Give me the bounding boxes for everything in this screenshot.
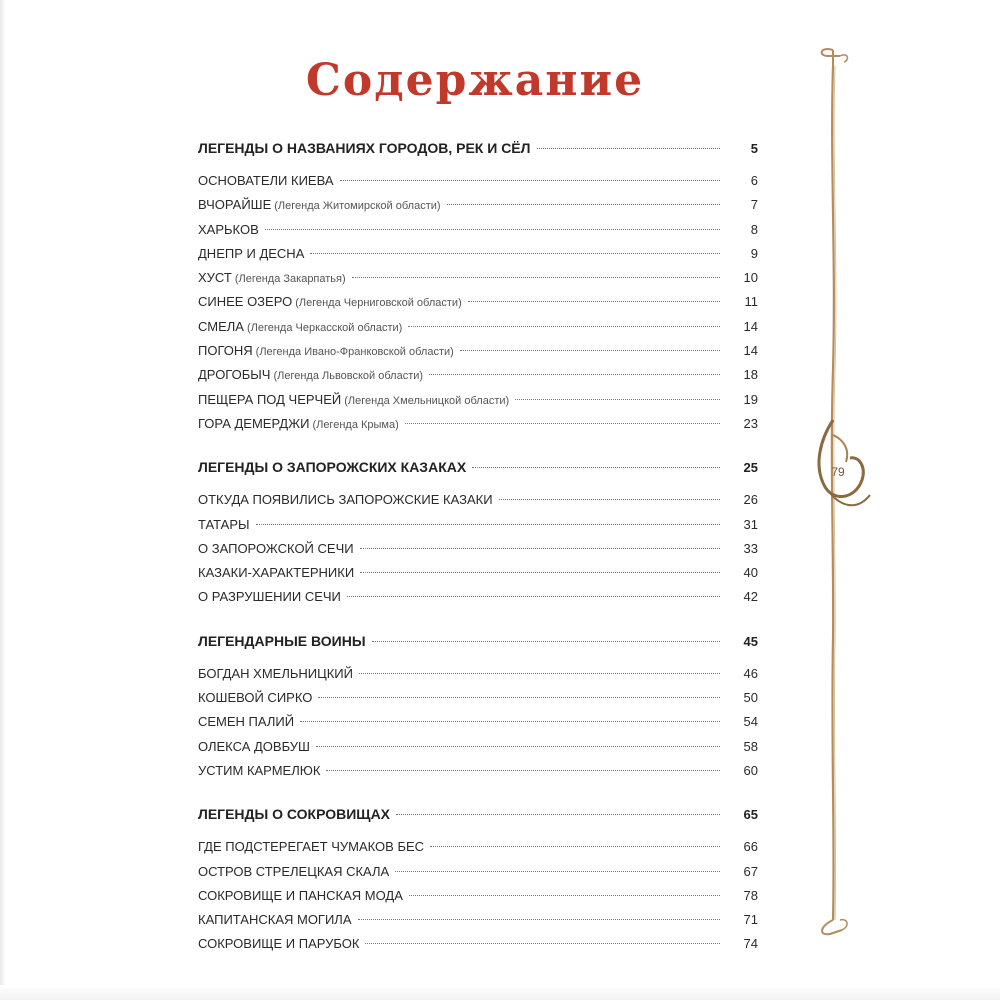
dot-leader	[515, 399, 720, 400]
entry-note: (Легенда Ивано-Франковской области)	[255, 346, 454, 359]
toc-section	[198, 801, 758, 956]
entry-title-text: УСТИМ КАРМЕЛЮК	[198, 762, 321, 778]
dot-leader	[396, 814, 720, 815]
toc-entry[interactable]	[198, 339, 758, 363]
toc-entry[interactable]	[198, 932, 758, 956]
entry-note: (Легенда Житомирской области)	[274, 200, 441, 213]
entry-page-number: 31	[743, 516, 758, 532]
entry-title-text: ГОРА ДЕМЕРДЖИ	[198, 415, 310, 431]
entry-page-number: 14	[743, 343, 758, 359]
toc-entry[interactable]	[198, 488, 758, 512]
toc-section	[198, 135, 758, 436]
entry-title-text: КАПИТАНСКАЯ МОГИЛА	[198, 912, 352, 928]
toc-entry[interactable]	[198, 860, 758, 884]
section-page-number: 5	[750, 141, 758, 156]
entry-note: (Легенда Крыма)	[312, 418, 399, 431]
entry-title	[198, 315, 402, 340]
entry-title	[198, 513, 250, 537]
entry-page-number: 78	[743, 887, 758, 903]
entry-title	[198, 585, 341, 609]
entry-title-text: ОСНОВАТЕЛИ КИЕВА	[198, 173, 334, 188]
entry-page-number: 11	[744, 294, 758, 310]
entry-page-number: 18	[743, 367, 758, 383]
entry-title	[198, 561, 354, 585]
page-fold-shadow	[0, 0, 6, 1000]
toc-entry[interactable]	[198, 908, 758, 932]
toc-section-heading[interactable]	[198, 135, 758, 165]
toc-entry[interactable]	[198, 835, 758, 859]
toc-entry[interactable]	[198, 193, 758, 217]
entry-title	[198, 735, 310, 759]
entry-title	[198, 488, 493, 512]
entry-page-number: 33	[743, 540, 758, 556]
section-page-number: 25	[743, 460, 758, 476]
entry-title-text: ОТКУДА ПОЯВИЛИСЬ ЗАПОРОЖСКИЕ КАЗАКИ	[198, 492, 493, 508]
dot-leader	[352, 277, 720, 278]
dot-leader	[300, 721, 720, 722]
dot-leader	[405, 423, 720, 424]
entry-title-text: ВЧОРАЙШЕ	[198, 197, 272, 213]
toc-entry[interactable]	[198, 759, 758, 783]
dot-leader	[256, 524, 720, 525]
entry-title	[198, 932, 359, 956]
toc-entry[interactable]	[198, 561, 758, 585]
rope-ornament-icon	[800, 40, 880, 940]
dot-leader	[409, 895, 720, 896]
entry-title	[198, 242, 304, 266]
entry-title-text: КАЗАКИ-ХАРАКТЕРНИКИ	[198, 565, 355, 581]
entry-title	[198, 759, 320, 783]
entry-title	[198, 193, 441, 218]
dot-leader	[468, 301, 720, 302]
entry-title-text: ХУСТ	[198, 270, 232, 286]
section-page-number: 65	[743, 807, 758, 823]
entry-title-text: ОСТРОВ СТРЕЛЕЦКАЯ СКАЛА	[198, 863, 390, 879]
entry-title-text: ПОГОНЯ	[198, 343, 253, 359]
entry-title	[198, 266, 346, 291]
entry-note: (Легенда Хмельницкой области)	[344, 394, 510, 407]
entry-page-number: 71	[743, 912, 758, 928]
dot-leader	[499, 499, 720, 500]
entry-title	[198, 686, 312, 710]
table-of-contents	[198, 135, 758, 975]
entry-page-number: 46	[743, 665, 758, 681]
entry-page-number: 9	[750, 245, 758, 261]
entry-title-text: СЕМЕН ПАЛИЙ	[198, 714, 295, 730]
entry-title-text: ПЕЩЕРА ПОД ЧЕРЧЕЙ	[198, 391, 342, 407]
dot-leader	[460, 350, 720, 351]
entry-title-text: ТАТАРЫ	[198, 516, 250, 532]
toc-section-heading[interactable]	[198, 454, 758, 484]
entry-title	[198, 169, 334, 193]
dot-leader	[365, 943, 720, 944]
entry-title-text: СИНЕЕ ОЗЕРО	[198, 294, 293, 310]
toc-entry[interactable]	[198, 242, 758, 266]
dot-leader	[447, 204, 720, 205]
entry-title-text: ГДЕ ПОДСТЕРЕГАЕТ ЧУМАКОВ БЕС	[198, 839, 425, 855]
toc-entry[interactable]	[198, 290, 758, 314]
section-heading-text: ЛЕГЕНДЫ О ЗАПОРОЖСКИХ КАЗАКАХ	[198, 459, 467, 476]
dot-leader	[430, 846, 720, 847]
section-heading-text: ЛЕГЕНДЫ О СОКРОВИЩАХ	[198, 806, 391, 823]
entry-title-text: ДНЕПР И ДЕСНА	[198, 245, 305, 261]
entry-title-text: СМЕЛА	[198, 318, 244, 334]
entry-note: (Легенда Закарпатья)	[234, 273, 346, 286]
dot-leader	[316, 746, 720, 747]
entry-title-text: СОКРОВИЩЕ И ПАРУБОК	[198, 936, 360, 952]
dot-leader	[347, 596, 720, 597]
toc-entry[interactable]	[198, 537, 758, 561]
dot-leader	[360, 548, 720, 549]
dot-leader	[340, 180, 721, 181]
entry-title-text: ОЛЕКСА ДОВБУШ	[198, 738, 310, 754]
section-heading-text: ЛЕГЕНДАРНЫЕ ВОИНЫ	[198, 632, 366, 649]
entry-title	[198, 290, 462, 315]
page-title: Содержание	[305, 55, 645, 106]
entry-page-number: 66	[743, 839, 758, 855]
toc-section-heading[interactable]	[198, 628, 758, 658]
entry-note: (Легенда Львовской области)	[273, 370, 424, 383]
entry-page-number: 50	[743, 690, 758, 706]
toc-entry[interactable]	[198, 710, 758, 734]
entry-title	[198, 218, 259, 242]
section-heading-text: ЛЕГЕНДЫ О НАЗВАНИЯХ ГОРОДОВ, РЕК И СЁЛ	[198, 140, 531, 156]
entry-page-number: 40	[743, 565, 758, 581]
toc-entry[interactable]	[198, 686, 758, 710]
section-page-number: 45	[743, 633, 758, 649]
entry-page-number: 26	[743, 492, 758, 508]
entry-page-number: 54	[743, 714, 758, 730]
toc-entry[interactable]	[198, 315, 758, 339]
dot-leader	[360, 572, 720, 573]
toc-entry[interactable]	[198, 735, 758, 759]
toc-entry[interactable]	[198, 884, 758, 908]
entry-title	[198, 908, 352, 932]
entry-page-number: 10	[743, 270, 758, 286]
toc-entry[interactable]	[198, 662, 758, 686]
entry-title-text: О РАЗРУШЕНИИ СЕЧИ	[198, 589, 341, 605]
dot-leader	[472, 467, 720, 468]
entry-note: (Легенда Черкасской области)	[246, 321, 403, 334]
entry-page-number: 60	[743, 762, 758, 778]
entry-title	[198, 412, 399, 437]
dot-leader	[310, 253, 720, 254]
dot-leader	[359, 673, 720, 674]
entry-title	[198, 363, 423, 388]
entry-page-number: 74	[743, 936, 758, 952]
entry-title	[198, 537, 354, 561]
toc-section	[198, 628, 758, 783]
dot-leader	[265, 229, 720, 230]
entry-title	[198, 339, 454, 364]
entry-title-text: ДРОГОБЫЧ	[198, 367, 271, 383]
entry-title	[198, 710, 294, 734]
entry-page-number: 14	[743, 318, 758, 334]
entry-page-number: 42	[743, 589, 758, 605]
toc-entry[interactable]	[198, 266, 758, 290]
entry-title	[198, 860, 389, 884]
dot-leader	[318, 697, 720, 698]
dot-leader	[537, 148, 721, 149]
toc-section-heading[interactable]	[198, 801, 758, 831]
entry-page-number: 67	[743, 863, 758, 879]
toc-entry[interactable]	[198, 412, 758, 436]
entry-title-text: КОШЕВОЙ СИРКО	[198, 690, 313, 706]
page-number: 79	[831, 465, 845, 479]
toc-entry[interactable]	[198, 218, 758, 242]
entry-title-text: О ЗАПОРОЖСКОЙ СЕЧИ	[198, 540, 354, 556]
entry-note: (Легенда Черниговской области)	[295, 297, 462, 310]
toc-entry[interactable]	[198, 169, 758, 193]
entry-title	[198, 884, 403, 908]
entry-title	[198, 388, 509, 413]
dot-leader	[358, 919, 720, 920]
entry-page-number: 7	[750, 197, 758, 213]
toc-entry[interactable]	[198, 585, 758, 609]
entry-page-number: 19	[743, 391, 758, 407]
toc-entry[interactable]	[198, 363, 758, 387]
dot-leader	[429, 374, 720, 375]
entry-page-number: 6	[750, 173, 758, 188]
toc-section	[198, 454, 758, 609]
entry-title-text: ХАРЬКОВ	[198, 221, 259, 237]
dot-leader	[372, 641, 720, 642]
entry-title-text: СОКРОВИЩЕ И ПАНСКАЯ МОДА	[198, 887, 403, 903]
dot-leader	[395, 871, 720, 872]
entry-title	[198, 835, 424, 859]
entry-page-number: 58	[743, 738, 758, 754]
toc-entry[interactable]	[198, 513, 758, 537]
entry-page-number: 23	[743, 415, 758, 431]
dot-leader	[408, 326, 720, 327]
page-bottom-edge	[0, 985, 1000, 1000]
entry-title-text: БОГДАН ХМЕЛЬНИЦКИЙ	[198, 665, 353, 681]
toc-entry[interactable]	[198, 388, 758, 412]
dot-leader	[326, 770, 720, 771]
entry-page-number: 8	[750, 221, 758, 237]
entry-title	[198, 662, 353, 686]
